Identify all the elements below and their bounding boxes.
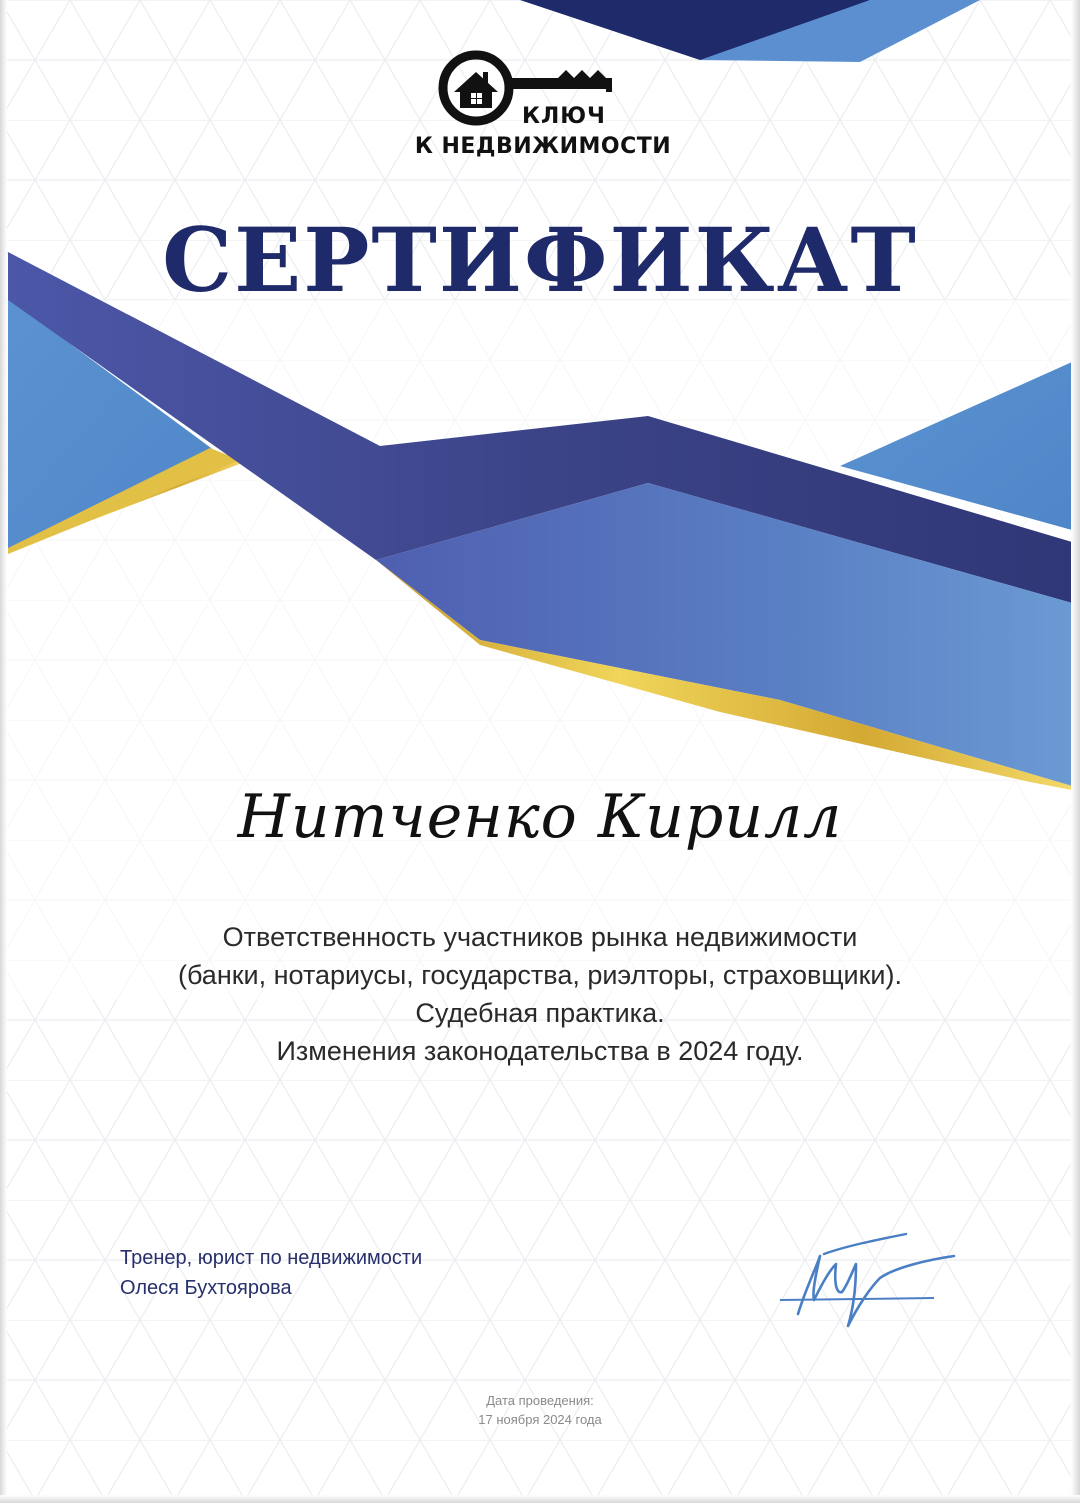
date-label: Дата проведения: xyxy=(486,1393,594,1408)
course-description xyxy=(0,918,1080,1070)
signature xyxy=(776,1228,966,1338)
course-line: Судебная практика. xyxy=(415,998,665,1028)
trainer-name: Олеся Бухтоярова xyxy=(120,1277,292,1299)
course-line: Ответственность участников рынка недвижимости xyxy=(222,922,858,952)
page-edge-bottom xyxy=(0,1495,1080,1503)
event-date xyxy=(0,1391,1080,1429)
recipient-name: Нитченко Кирилл xyxy=(237,782,843,852)
certificate-title: СЕРТИФИКАТ xyxy=(162,208,918,312)
trainer-block xyxy=(120,1243,422,1303)
trainer-role: Тренер, юрист по недвижимости xyxy=(120,1247,423,1269)
company-logo xyxy=(0,40,1080,165)
course-line: (банки, нотариусы, государства, риэлторы, страховщики). xyxy=(177,960,903,990)
logo-subtitle: К НЕДВИЖИМОСТИ xyxy=(414,134,672,159)
date-value: 17 ноября 2024 года xyxy=(478,1412,602,1427)
logo-word: КЛЮЧ xyxy=(522,104,606,129)
course-line: Изменения законодательства в 2024 году. xyxy=(276,1036,804,1066)
